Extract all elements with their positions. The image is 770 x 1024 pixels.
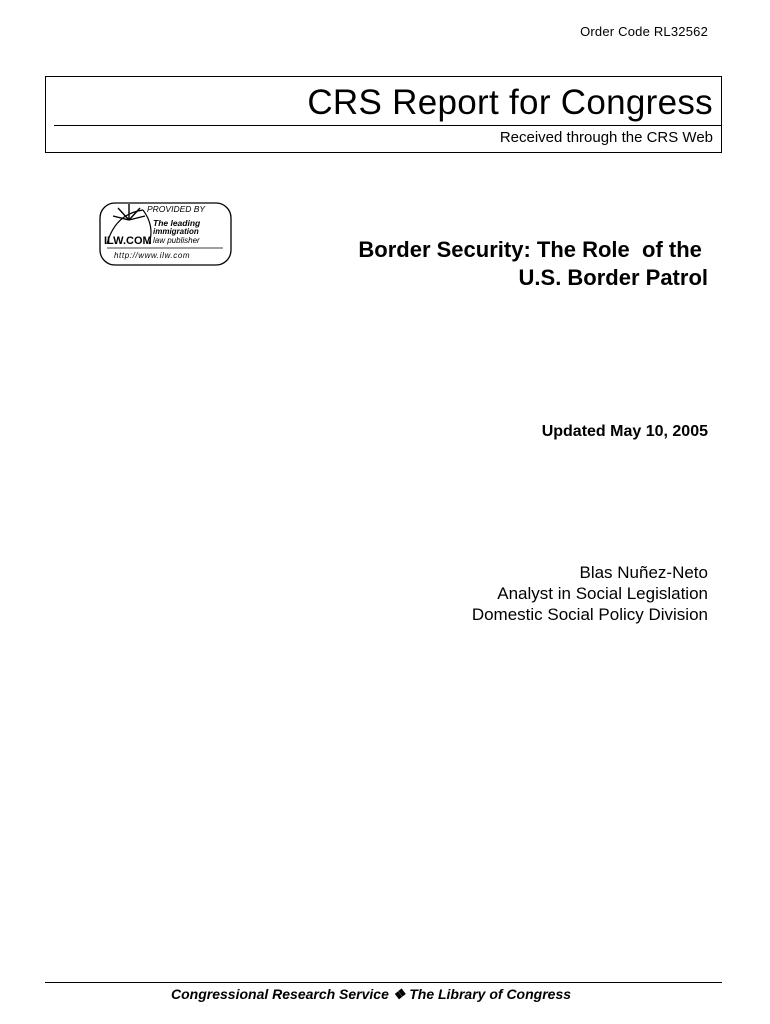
logo-tagline-1: The leading — [153, 218, 201, 228]
report-title-line-2: U.S. Border Patrol — [518, 265, 708, 290]
header-divider — [54, 125, 721, 126]
order-code: Order Code RL32562 — [580, 24, 708, 39]
ilw-logo — [99, 200, 232, 266]
author-block — [472, 562, 708, 625]
author-name: Blas Nuñez-Neto — [579, 563, 708, 582]
logo-tagline-3: law publisher — [153, 236, 200, 245]
logo-tagline-2: immigration — [153, 227, 199, 236]
report-title — [358, 236, 708, 292]
logo-provided-by: PROVIDED BY — [147, 204, 206, 214]
header-title: CRS Report for Congress — [307, 83, 713, 122]
footer-text: Congressional Research Service ❖ The Library of Congress — [171, 986, 572, 1002]
updated-date: Updated May 10, 2005 — [541, 423, 708, 440]
report-header — [45, 76, 722, 153]
logo-url: http://www.ilw.com — [114, 251, 191, 260]
ilw-logo-graphic — [99, 200, 232, 266]
author-division: Domestic Social Policy Division — [471, 605, 708, 624]
report-title-line-1: Border Security: The Role of the — [358, 237, 708, 262]
footer-divider — [45, 982, 722, 983]
author-title: Analyst in Social Legislation — [497, 584, 708, 603]
logo-brand: ILW.COM — [104, 235, 152, 247]
header-subtitle: Received through the CRS Web — [499, 129, 713, 146]
